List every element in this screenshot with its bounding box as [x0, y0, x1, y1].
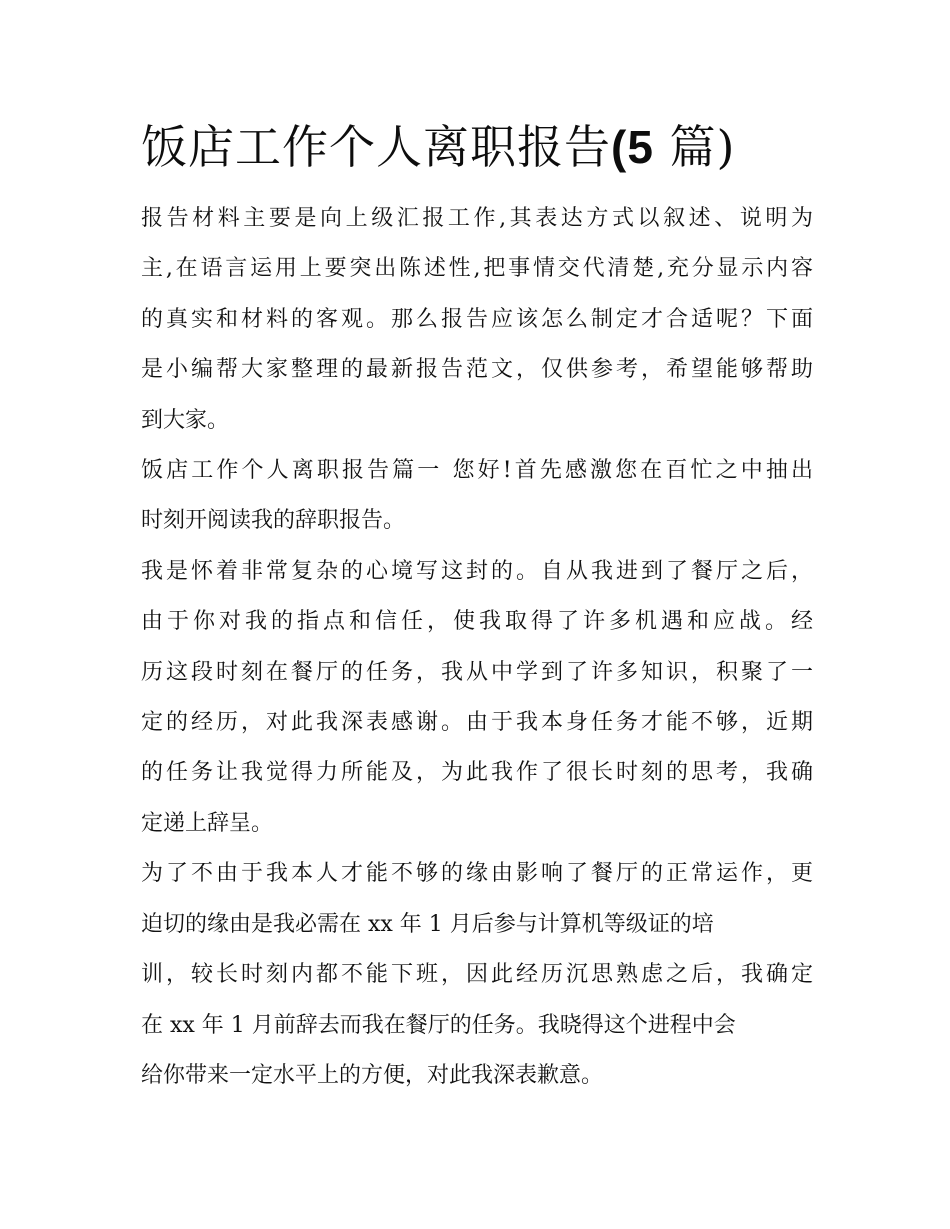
- paragraph-line: 到大家。: [141, 407, 230, 433]
- paragraph-line: 历这段时刻在餐厅的任务，我从中学到了许多知识，积聚了一: [141, 659, 813, 685]
- paragraph-line: 主,在语言运用上要突出陈述性,把事情交代清楚,充分显示内容: [141, 256, 813, 282]
- paragraph-line: 是小编帮大家整理的最新报告范文，仅供参考，希望能够帮助: [141, 357, 813, 383]
- paragraph-line: 为了不由于我本人才能不够的缘由影响了餐厅的正常运作，更: [141, 861, 813, 887]
- reason-paragraph: [141, 547, 813, 849]
- title-space: [654, 120, 670, 174]
- greeting-paragraph: [141, 446, 813, 547]
- paragraph-line: 迫切的缘由是我必需在 xx 年 1 月后参与计算机等级证的培: [141, 911, 714, 937]
- paragraph-line: 我是怀着非常复杂的心境写这封的。自从我进到了餐厅之后，: [141, 558, 813, 584]
- intro-paragraph: [141, 194, 813, 446]
- paragraph-line: 报告材料主要是向上级汇报工作,其表达方式以叙述、说明为: [141, 206, 813, 231]
- paragraph-line: 定递上辞呈。: [141, 810, 274, 836]
- paragraph-line: 在 xx 年 1 月前辞去而我在餐厅的任务。我晓得这个进程中会: [141, 1012, 736, 1038]
- paragraph-line: 给你带来一定水平上的方便，对此我深表歉意。: [141, 1062, 604, 1088]
- paragraph-line: 的真实和材料的客观。那么报告应该怎么制定才合适呢？下面: [141, 306, 813, 332]
- title-main: 饭店工作个人离职报告: [141, 120, 611, 174]
- paragraph-line: 的任务让我觉得力所能及，为此我作了很长时刻的思考，我确: [141, 760, 813, 786]
- document-body: [141, 112, 813, 1101]
- paragraph-line: 训，较长时刻内都不能下班，因此经历沉思熟虑之后，我确定: [141, 962, 813, 988]
- paragraph-line: 定的经历，对此我深表感谢。由于我本身任务才能不够，近期: [141, 710, 813, 736]
- paragraph-line: 由于你对我的指点和信任，使我取得了许多机遇和应战。经: [141, 609, 813, 635]
- paragraph-line: 时刻开阅读我的辞职报告。: [141, 508, 406, 534]
- paragraph-line: 饭店工作个人离职报告篇一 您好!首先感激您在百忙之中抽出: [141, 458, 813, 484]
- decision-paragraph: [141, 849, 813, 1101]
- title-suffix: 篇): [669, 120, 736, 174]
- document-title: [141, 112, 813, 182]
- title-open-paren: (: [611, 121, 628, 173]
- title-count: 5: [627, 121, 654, 173]
